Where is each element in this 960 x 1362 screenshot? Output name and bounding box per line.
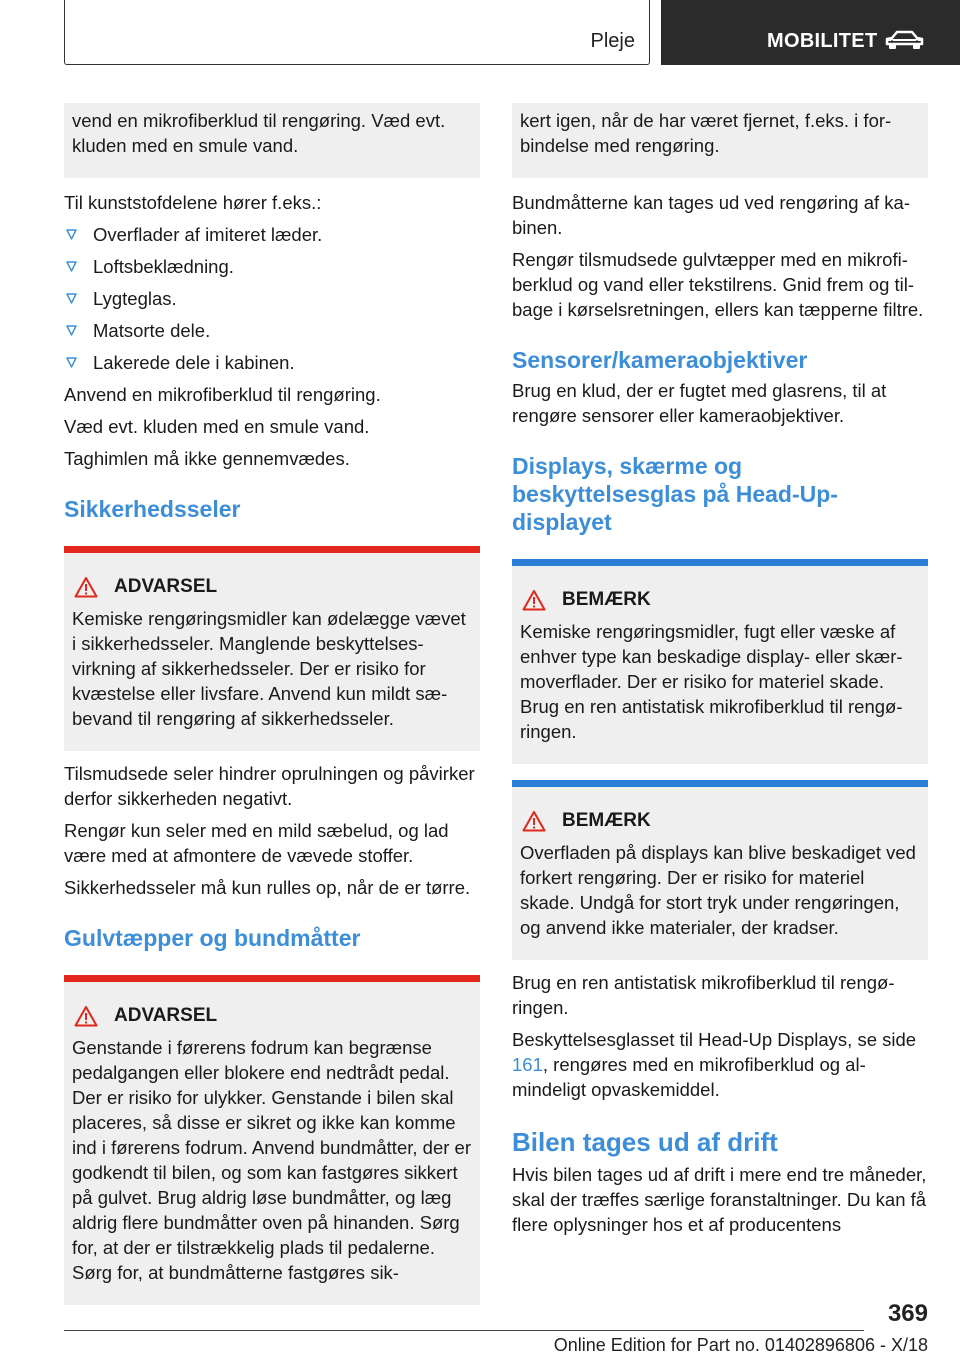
plastic-parts-intro: Til kunststofdelene hører f.eks.: xyxy=(64,192,322,213)
header-chapter-tab xyxy=(661,0,960,65)
car-icon xyxy=(883,29,925,51)
warning-label: ADVARSEL xyxy=(114,576,218,597)
notice-text: Overfladen på displays kan blive beskadiget ved forkert rengøring. Der er risiko for materiel skade. Undgå for stort tryk under rengøringen, og anvend ikke materialer, der kradser. xyxy=(520,842,916,938)
paragraph: Taghimlen må ikke gennemvædes. xyxy=(64,448,350,469)
paragraph: Tilsmudsede seler hindrer oprulningen og påvirker derfor sikkerheden negativt. xyxy=(64,763,475,809)
right-column xyxy=(512,103,928,1237)
list-item: Loftsbeklædning. xyxy=(64,254,480,279)
notice-text: Kemiske rengøringsmidler, fugt eller væske af enhver type kan beskadige display- eller skærmoverflader. Der er risiko for materiel skade. Brug en ren antistatisk mikrofiberklud til rengøringen. xyxy=(520,621,903,742)
warning-box xyxy=(64,975,480,1305)
warning-triangle-icon xyxy=(74,1005,98,1027)
heading-storage: Bilen tages ud af drift xyxy=(512,1127,778,1157)
page-link[interactable]: 161 xyxy=(512,1054,543,1075)
warning-triangle-icon xyxy=(74,576,98,598)
list-item: Lakerede dele i kabinen. xyxy=(64,350,480,375)
notice-box xyxy=(512,559,928,764)
list-item: Lygteglas. xyxy=(64,286,480,311)
paragraph: Bundmåtterne kan tages ud ved rengøring af kabinen. xyxy=(512,192,910,238)
triangle-bullet-icon xyxy=(66,357,77,368)
paragraph: Sikkerhedsseler må kun rulles op, når de er tørre. xyxy=(64,877,471,898)
heading-displays: Displays, skærme og beskyttelsesglas på Head-Up-displayet xyxy=(512,453,838,535)
warning-triangle-icon xyxy=(522,589,546,611)
warning-text: Genstande i førerens fodrum kan begrænse pedalgangen eller blokere end nedtrådt pedal. Der er risiko for ulykker. Genstande i bilen skal placeres, så disse er sikret og ikke kan komme ind i førerens fodrum. Anvend bundmåtter, der er godkendt til bilen, og som kan fastgøres sikkert på gulvet. Brug aldrig løse bundmåtter, og læg aldrig flere bundmåtter oven på hinanden. Sørg for, at der er tilstrækkelig plads til pedalerne. Sørg for, at bundmåtterne fastgøres sik- xyxy=(72,1037,471,1283)
paragraph: Rengør tilsmudsede gulvtæpper med en mikrofiberklud og vand eller tekstilrens. Gnid frem og tilbage i kørselsretningen, ellers kan tæpperne filtre. xyxy=(512,249,924,320)
page-number: 369 xyxy=(887,1300,928,1327)
paragraph: Væd evt. kluden med en smule vand. xyxy=(64,416,370,437)
triangle-bullet-icon xyxy=(66,229,77,240)
warning-text: Kemiske rengøringsmidler kan ødelægge vævet i sikkerhedsseler. Manglende beskyttelsesvirkning af sikkerhedsseler. Der er risiko for kvæstelse eller livsfare. Anvend kun mildt sæbevand til rengøring af sikkerhedsseler. xyxy=(72,608,466,729)
triangle-bullet-icon xyxy=(66,261,77,272)
paragraph-hud: Beskyttelsesglasset til Head-Up Displays, se side 161, rengøres med en mikrofiberklud og almindeligt opvaskemiddel. xyxy=(512,1029,917,1100)
footer-divider xyxy=(64,1330,864,1331)
heading-floor-mats: Gulvtæpper og bundmåtter xyxy=(64,925,361,951)
paragraph: Brug en klud, der er fugtet med glasrens, til at rengøre sensorer eller kameraobjektiver. xyxy=(512,380,887,426)
warning-triangle-icon xyxy=(522,810,546,832)
list-item: Overflader af imiteret læder. xyxy=(64,222,480,247)
paragraph: Anvend en mikrofiberklud til rengøring. xyxy=(64,384,381,405)
paragraph: Brug en ren antistatisk mikrofiberklud til rengøringen. xyxy=(512,972,895,1018)
section-title: Pleje xyxy=(590,30,635,52)
plastic-parts-list xyxy=(64,222,480,375)
heading-sensors: Sensorer/kameraobjektiver xyxy=(512,347,808,373)
notice-label: BEMÆRK xyxy=(562,810,651,831)
warning-box xyxy=(64,546,480,751)
heading-seatbelts: Sikkerhedsseler xyxy=(64,496,241,522)
warning-label: ADVARSEL xyxy=(114,1005,218,1026)
footer-edition: Online Edition for Part no. 01402896806 - X/18 xyxy=(553,1335,928,1355)
triangle-bullet-icon xyxy=(66,325,77,336)
left-column xyxy=(64,103,480,1305)
notice-label: BEMÆRK xyxy=(562,589,651,610)
continued-box: kert igen, når de har været fjernet, f.eks. i forbindelse med rengøring. xyxy=(512,103,928,178)
chapter-title: MOBILITET xyxy=(767,30,878,52)
triangle-bullet-icon xyxy=(66,293,77,304)
header-section-tab xyxy=(64,0,650,65)
paragraph: Hvis bilen tages ud af drift i mere end tre måneder, skal der træffes særlige foranstaltninger. Du kan få flere oplysninger hos et af producentens xyxy=(512,1164,927,1235)
list-item: Matsorte dele. xyxy=(64,318,480,343)
paragraph: Rengør kun seler med en mild sæbelud, og lad være med at afmontere de vævede stoffer. xyxy=(64,820,449,866)
continued-box: vend en mikrofiberklud til rengøring. Væd evt. kluden med en smule vand. xyxy=(64,103,480,178)
notice-box xyxy=(512,780,928,960)
